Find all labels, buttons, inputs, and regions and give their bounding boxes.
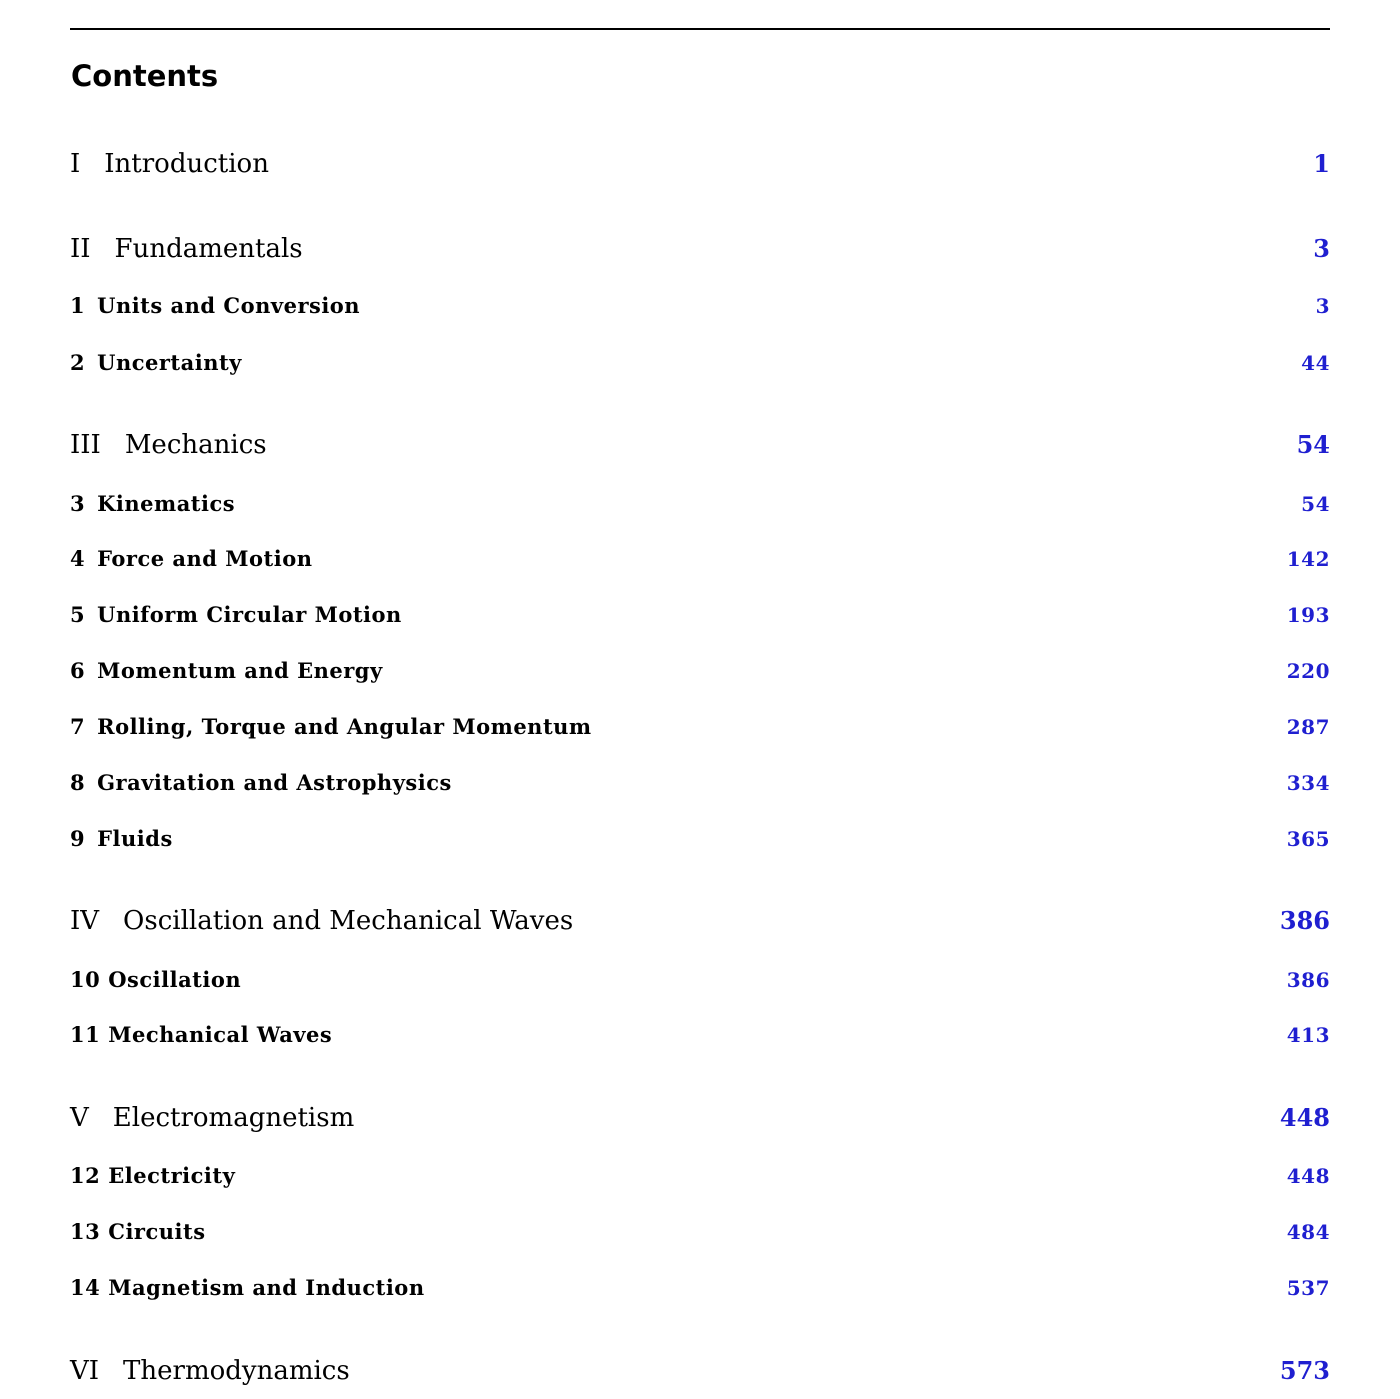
page-number-link[interactable]: 537	[1286, 1276, 1330, 1300]
toc-chapter-entry[interactable]	[70, 490, 1330, 518]
page-number-link[interactable]: 334	[1286, 771, 1330, 795]
toc-chapter-entry[interactable]	[70, 1274, 1330, 1302]
part-title: Mechanics	[124, 430, 267, 460]
toc-chapter-entry[interactable]	[70, 825, 1330, 853]
page-number-link[interactable]: 386	[1279, 906, 1330, 935]
top-rule	[70, 28, 1330, 30]
part-number: I	[70, 149, 81, 179]
chapter-title: Magnetism and Induction	[108, 1275, 425, 1300]
chapter-title: Gravitation and Astrophysics	[97, 770, 452, 795]
toc-chapter-entry[interactable]	[70, 1162, 1330, 1190]
page-number-link[interactable]: 573	[1279, 1356, 1330, 1385]
chapter-title: Oscillation	[108, 967, 242, 992]
page-number-link[interactable]: 54	[1301, 492, 1330, 516]
chapter-title: Units and Conversion	[97, 293, 361, 318]
page-number-link[interactable]: 54	[1296, 430, 1330, 459]
part-title: Introduction	[104, 149, 269, 179]
page-number-link[interactable]: 1	[1313, 149, 1330, 178]
page-number-link[interactable]: 365	[1286, 827, 1330, 851]
chapter-number: 13	[70, 1219, 101, 1244]
part-title: Oscillation and Mechanical Waves	[123, 906, 574, 936]
page-number-link[interactable]: 142	[1286, 547, 1330, 571]
part-number: II	[70, 234, 91, 264]
chapter-number: 14	[70, 1275, 101, 1300]
part-number: V	[70, 1103, 89, 1133]
toc-chapter-entry[interactable]	[70, 1218, 1330, 1246]
part-number: VI	[70, 1356, 100, 1386]
toc-chapter-entry[interactable]	[70, 966, 1330, 994]
toc-part-entry[interactable]	[70, 1354, 1330, 1388]
chapter-title: Rolling, Torque and Angular Momentum	[97, 714, 592, 739]
chapter-title: Force and Motion	[97, 546, 313, 571]
part-number: III	[70, 430, 101, 460]
page-number-link[interactable]: 484	[1286, 1220, 1330, 1244]
chapter-number: 9	[70, 826, 86, 851]
chapter-number: 5	[70, 602, 86, 627]
toc-part-entry[interactable]	[70, 147, 1330, 181]
chapter-number: 1	[70, 293, 86, 318]
page-number-link[interactable]: 413	[1286, 1023, 1330, 1047]
page-number-link[interactable]: 3	[1313, 234, 1330, 263]
toc-chapter-entry[interactable]	[70, 769, 1330, 797]
contents-heading: Contents	[71, 59, 219, 93]
page-number-link[interactable]: 44	[1301, 351, 1330, 375]
chapter-number: 12	[70, 1163, 101, 1188]
chapter-title: Fluids	[97, 826, 173, 851]
toc-part-entry[interactable]	[70, 1101, 1330, 1135]
chapter-number: 8	[70, 770, 86, 795]
part-title: Electromagnetism	[112, 1103, 355, 1133]
chapter-number: 7	[70, 714, 86, 739]
chapter-number: 2	[70, 350, 86, 375]
chapter-title: Mechanical Waves	[108, 1022, 333, 1047]
toc-part-entry[interactable]	[70, 428, 1330, 462]
toc-chapter-entry[interactable]	[70, 713, 1330, 741]
page-number-link[interactable]: 386	[1286, 968, 1330, 992]
page-number-link[interactable]: 448	[1286, 1164, 1330, 1188]
page-number-link[interactable]: 220	[1286, 659, 1330, 683]
toc-part-entry[interactable]	[70, 904, 1330, 938]
chapter-number: 4	[70, 546, 86, 571]
page-number-link[interactable]: 448	[1279, 1103, 1330, 1132]
part-title: Fundamentals	[114, 234, 303, 264]
page-number-link[interactable]: 287	[1286, 715, 1330, 739]
page-number-link[interactable]: 3	[1315, 294, 1330, 318]
toc-chapter-entry[interactable]	[70, 657, 1330, 685]
chapter-title: Electricity	[108, 1163, 236, 1188]
toc-chapter-entry[interactable]	[70, 601, 1330, 629]
toc-part-entry[interactable]	[70, 232, 1330, 266]
toc-chapter-entry[interactable]	[70, 545, 1330, 573]
part-number: IV	[70, 906, 100, 936]
chapter-number: 3	[70, 491, 86, 516]
toc-chapter-entry[interactable]	[70, 1021, 1330, 1049]
toc-chapter-entry[interactable]	[70, 292, 1330, 320]
part-title: Thermodynamics	[123, 1356, 350, 1386]
chapter-number: 10	[70, 967, 101, 992]
chapter-title: Uncertainty	[97, 350, 242, 375]
chapter-number: 11	[70, 1022, 101, 1047]
chapter-number: 6	[70, 658, 86, 683]
chapter-title: Kinematics	[97, 491, 236, 516]
chapter-title: Momentum and Energy	[97, 658, 383, 683]
chapter-title: Uniform Circular Motion	[97, 602, 402, 627]
toc-chapter-entry[interactable]	[70, 349, 1330, 377]
page-number-link[interactable]: 193	[1286, 603, 1330, 627]
chapter-title: Circuits	[108, 1219, 206, 1244]
